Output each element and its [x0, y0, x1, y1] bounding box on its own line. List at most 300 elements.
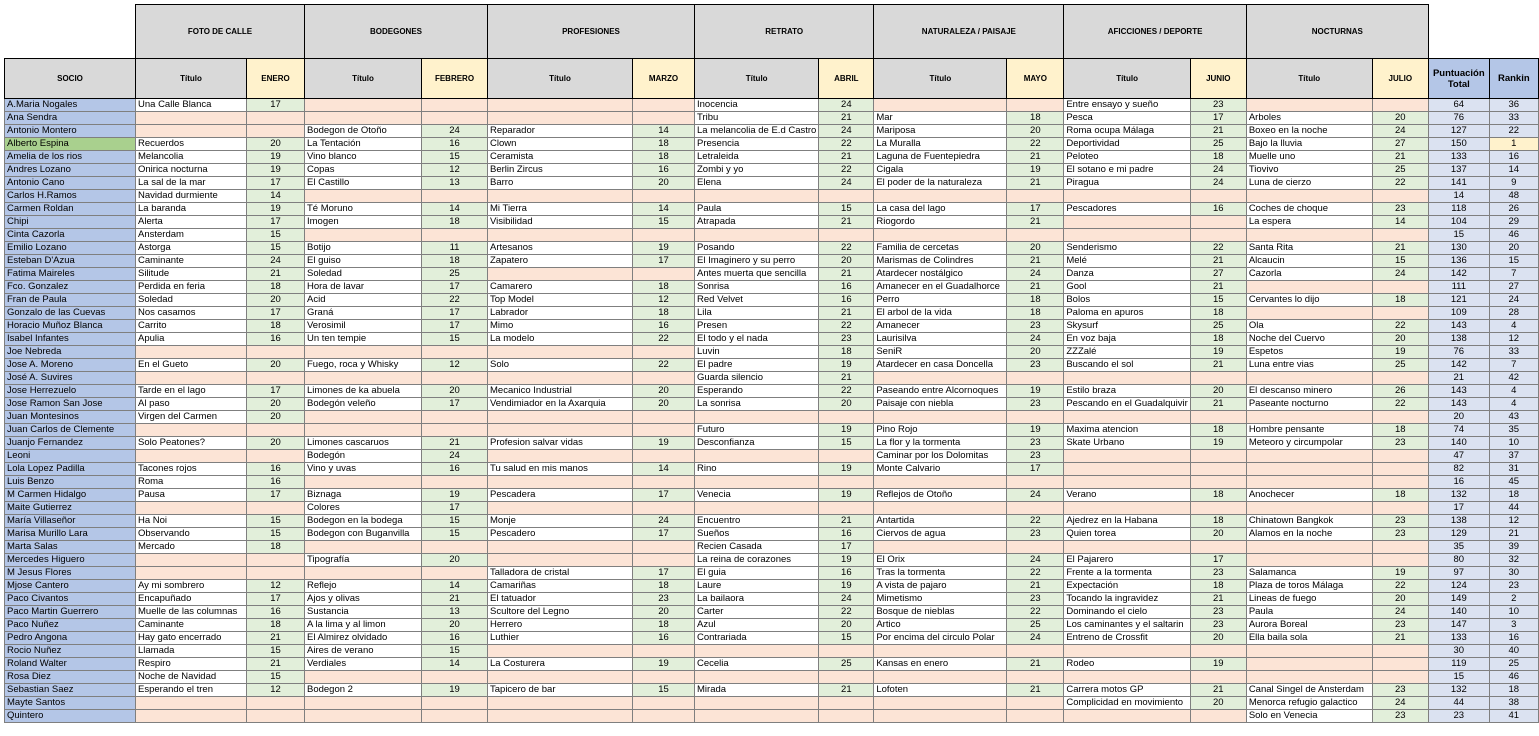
- title-cell[interactable]: Por encima del circulo Polar: [874, 632, 1007, 645]
- score-cell[interactable]: 14: [422, 203, 488, 216]
- score-cell[interactable]: 25: [1190, 138, 1246, 151]
- score-cell[interactable]: 25: [819, 658, 874, 671]
- title-cell[interactable]: Meteoro y circumpolar: [1246, 437, 1372, 450]
- title-cell[interactable]: [1246, 502, 1372, 515]
- score-cell[interactable]: 19: [633, 658, 695, 671]
- score-cell[interactable]: 15: [422, 151, 488, 164]
- title-cell[interactable]: Onirica nocturna: [136, 164, 247, 177]
- title-cell[interactable]: La flor y la tormenta: [874, 437, 1007, 450]
- title-cell[interactable]: [1246, 450, 1372, 463]
- score-cell[interactable]: 24: [633, 515, 695, 528]
- rank-cell[interactable]: 1: [1489, 138, 1538, 151]
- title-cell[interactable]: Mimetismo: [874, 593, 1007, 606]
- title-cell[interactable]: Melancolia: [136, 151, 247, 164]
- rank-cell[interactable]: 18: [1489, 489, 1538, 502]
- total-cell[interactable]: 140: [1428, 437, 1489, 450]
- score-cell[interactable]: 16: [819, 294, 874, 307]
- category-cell[interactable]: BODEGONES: [305, 5, 488, 59]
- title-cell[interactable]: Roma: [136, 476, 247, 489]
- title-cell[interactable]: Tipografía: [305, 554, 422, 567]
- title-cell[interactable]: Bodegón veleño: [305, 398, 422, 411]
- score-cell[interactable]: [422, 229, 488, 242]
- title-cell[interactable]: [1246, 281, 1372, 294]
- socio-cell[interactable]: Joe Nebreda: [5, 346, 136, 359]
- score-cell[interactable]: 17: [422, 307, 488, 320]
- score-cell[interactable]: 20: [1190, 528, 1246, 541]
- score-cell[interactable]: [422, 411, 488, 424]
- socio-cell[interactable]: Paco Martin Guerrero: [5, 606, 136, 619]
- title-cell[interactable]: Limones cascaruos: [305, 437, 422, 450]
- score-cell[interactable]: [422, 671, 488, 684]
- title-cell[interactable]: Hombre pensante: [1246, 424, 1372, 437]
- title-cell[interactable]: Respiro: [136, 658, 247, 671]
- title-cell[interactable]: Aires de verano: [305, 645, 422, 658]
- title-cell[interactable]: Frente a la tormenta: [1064, 567, 1190, 580]
- score-cell[interactable]: [819, 476, 874, 489]
- score-cell[interactable]: 22: [1007, 567, 1064, 580]
- score-cell[interactable]: 25: [1372, 359, 1428, 372]
- title-cell[interactable]: Pescando en el Guadalquivir: [1064, 398, 1190, 411]
- title-cell[interactable]: [1246, 658, 1372, 671]
- score-cell[interactable]: 22: [819, 138, 874, 151]
- score-cell[interactable]: 18: [633, 151, 695, 164]
- title-cell[interactable]: Chinatown Bangkok: [1246, 515, 1372, 528]
- socio-cell[interactable]: Ana Sendra: [5, 112, 136, 125]
- score-cell[interactable]: 20: [247, 411, 305, 424]
- title-cell[interactable]: Té Moruno: [305, 203, 422, 216]
- score-cell[interactable]: 21: [1372, 242, 1428, 255]
- score-cell[interactable]: 19: [1372, 567, 1428, 580]
- score-cell[interactable]: 14: [422, 658, 488, 671]
- title-cell[interactable]: Tacones rojos: [136, 463, 247, 476]
- score-cell[interactable]: [819, 671, 874, 684]
- score-cell[interactable]: 17: [422, 281, 488, 294]
- total-cell[interactable]: 136: [1428, 255, 1489, 268]
- title-cell[interactable]: Vino blanco: [305, 151, 422, 164]
- score-cell[interactable]: 21: [819, 307, 874, 320]
- score-cell[interactable]: 11: [422, 242, 488, 255]
- title-cell[interactable]: Esperando: [695, 385, 819, 398]
- score-cell[interactable]: [247, 125, 305, 138]
- score-cell[interactable]: 15: [247, 528, 305, 541]
- total-header[interactable]: Puntuación Total: [1428, 59, 1489, 99]
- title-cell[interactable]: Pescadores: [1064, 203, 1190, 216]
- score-cell[interactable]: 20: [633, 177, 695, 190]
- month-header[interactable]: MAYO: [1007, 59, 1064, 99]
- rank-cell[interactable]: 7: [1489, 359, 1538, 372]
- title-cell[interactable]: Bodegon en la bodega: [305, 515, 422, 528]
- score-cell[interactable]: 17: [633, 255, 695, 268]
- score-cell[interactable]: 18: [1190, 580, 1246, 593]
- rank-cell[interactable]: 4: [1489, 385, 1538, 398]
- score-cell[interactable]: 24: [422, 125, 488, 138]
- score-cell[interactable]: 15: [1190, 294, 1246, 307]
- score-cell[interactable]: 22: [1007, 515, 1064, 528]
- title-cell[interactable]: Bosque de nieblas: [874, 606, 1007, 619]
- score-cell[interactable]: 20: [1372, 112, 1428, 125]
- total-cell[interactable]: 138: [1428, 333, 1489, 346]
- title-cell[interactable]: Imogen: [305, 216, 422, 229]
- score-cell[interactable]: [633, 112, 695, 125]
- score-cell[interactable]: [247, 372, 305, 385]
- title-cell[interactable]: [488, 697, 633, 710]
- month-header[interactable]: ABRIL: [819, 59, 874, 99]
- title-cell[interactable]: Copas: [305, 164, 422, 177]
- title-cell[interactable]: Pescadera: [488, 489, 633, 502]
- title-cell[interactable]: Llamada: [136, 645, 247, 658]
- title-cell[interactable]: [874, 372, 1007, 385]
- socio-cell[interactable]: Juan Carlos de Clemente: [5, 424, 136, 437]
- score-cell[interactable]: 21: [422, 593, 488, 606]
- socio-cell[interactable]: Isabel Infantes: [5, 333, 136, 346]
- title-cell[interactable]: Ansterdam: [136, 229, 247, 242]
- title-cell[interactable]: Al paso: [136, 398, 247, 411]
- score-cell[interactable]: 21: [1007, 255, 1064, 268]
- title-cell[interactable]: [305, 229, 422, 242]
- total-cell[interactable]: 142: [1428, 268, 1489, 281]
- title-cell[interactable]: Barro: [488, 177, 633, 190]
- title-cell[interactable]: Colores: [305, 502, 422, 515]
- score-cell[interactable]: 18: [1190, 333, 1246, 346]
- score-cell[interactable]: [1372, 411, 1428, 424]
- score-cell[interactable]: 24: [422, 450, 488, 463]
- score-cell[interactable]: [422, 112, 488, 125]
- title-cell[interactable]: Verano: [1064, 489, 1190, 502]
- title-cell[interactable]: Paisaje con niebla: [874, 398, 1007, 411]
- title-cell[interactable]: [1246, 229, 1372, 242]
- title-cell[interactable]: Perro: [874, 294, 1007, 307]
- score-cell[interactable]: 16: [247, 463, 305, 476]
- title-cell[interactable]: [695, 697, 819, 710]
- title-cell[interactable]: [695, 476, 819, 489]
- title-cell[interactable]: [488, 190, 633, 203]
- title-cell[interactable]: El poder de la naturaleza: [874, 177, 1007, 190]
- socio-cell[interactable]: Mjose Cantero: [5, 580, 136, 593]
- score-cell[interactable]: 23: [1372, 515, 1428, 528]
- socio-cell[interactable]: Gonzalo de las Cuevas: [5, 307, 136, 320]
- socio-cell[interactable]: Jose Ramon San Jose: [5, 398, 136, 411]
- score-cell[interactable]: 17: [422, 398, 488, 411]
- score-cell[interactable]: [247, 502, 305, 515]
- score-cell[interactable]: 21: [819, 515, 874, 528]
- title-cell[interactable]: Pesca: [1064, 112, 1190, 125]
- title-cell[interactable]: SeniR: [874, 346, 1007, 359]
- socio-cell[interactable]: Alberto Espina: [5, 138, 136, 151]
- score-cell[interactable]: [633, 346, 695, 359]
- title-cell[interactable]: Apulia: [136, 333, 247, 346]
- score-cell[interactable]: [247, 424, 305, 437]
- score-cell[interactable]: 18: [247, 320, 305, 333]
- score-cell[interactable]: 17: [422, 502, 488, 515]
- score-cell[interactable]: 23: [1372, 684, 1428, 697]
- title-header[interactable]: Título: [136, 59, 247, 99]
- title-cell[interactable]: Lila: [695, 307, 819, 320]
- score-cell[interactable]: 23: [1190, 567, 1246, 580]
- score-cell[interactable]: 15: [247, 671, 305, 684]
- title-cell[interactable]: [488, 112, 633, 125]
- rank-cell[interactable]: 23: [1489, 580, 1538, 593]
- title-cell[interactable]: Mariposa: [874, 125, 1007, 138]
- score-cell[interactable]: 16: [422, 138, 488, 151]
- score-cell[interactable]: 20: [247, 437, 305, 450]
- score-cell[interactable]: [633, 411, 695, 424]
- total-cell[interactable]: 143: [1428, 385, 1489, 398]
- title-cell[interactable]: Zapatero: [488, 255, 633, 268]
- title-cell[interactable]: [488, 229, 633, 242]
- score-cell[interactable]: 24: [1190, 177, 1246, 190]
- title-cell[interactable]: Danza: [1064, 268, 1190, 281]
- title-cell[interactable]: [1246, 554, 1372, 567]
- title-cell[interactable]: Visibilidad: [488, 216, 633, 229]
- score-cell[interactable]: 23: [1372, 710, 1428, 723]
- title-cell[interactable]: [136, 346, 247, 359]
- score-cell[interactable]: 12: [247, 580, 305, 593]
- title-cell[interactable]: [1246, 645, 1372, 658]
- score-cell[interactable]: 24: [819, 593, 874, 606]
- rank-cell[interactable]: 4: [1489, 398, 1538, 411]
- score-cell[interactable]: [819, 411, 874, 424]
- title-cell[interactable]: Recien Casada: [695, 541, 819, 554]
- title-cell[interactable]: Aurora Boreal: [1246, 619, 1372, 632]
- score-cell[interactable]: 20: [247, 398, 305, 411]
- total-cell[interactable]: 118: [1428, 203, 1489, 216]
- score-cell[interactable]: 19: [819, 359, 874, 372]
- title-cell[interactable]: El Castillo: [305, 177, 422, 190]
- rank-cell[interactable]: 14: [1489, 164, 1538, 177]
- score-cell[interactable]: [633, 502, 695, 515]
- score-cell[interactable]: 18: [422, 216, 488, 229]
- title-cell[interactable]: [305, 710, 422, 723]
- title-cell[interactable]: Muelle de las columnas: [136, 606, 247, 619]
- title-cell[interactable]: [1246, 671, 1372, 684]
- title-cell[interactable]: La reina de corazones: [695, 554, 819, 567]
- title-cell[interactable]: [136, 112, 247, 125]
- title-cell[interactable]: Ay mi sombrero: [136, 580, 247, 593]
- score-cell[interactable]: [247, 710, 305, 723]
- title-header[interactable]: Título: [1064, 59, 1190, 99]
- total-cell[interactable]: 16: [1428, 476, 1489, 489]
- rank-cell[interactable]: 40: [1489, 645, 1538, 658]
- socio-cell[interactable]: Juanjo Fernandez: [5, 437, 136, 450]
- title-header[interactable]: Título: [488, 59, 633, 99]
- title-cell[interactable]: [136, 372, 247, 385]
- score-cell[interactable]: 24: [1372, 268, 1428, 281]
- score-cell[interactable]: [633, 268, 695, 281]
- title-cell[interactable]: Bolos: [1064, 294, 1190, 307]
- score-cell[interactable]: 16: [633, 164, 695, 177]
- title-cell[interactable]: Riogordo: [874, 216, 1007, 229]
- title-cell[interactable]: Limones de ka abuela: [305, 385, 422, 398]
- title-cell[interactable]: Tapicero de bar: [488, 684, 633, 697]
- title-cell[interactable]: [874, 645, 1007, 658]
- score-cell[interactable]: [1372, 372, 1428, 385]
- title-cell[interactable]: Pausa: [136, 489, 247, 502]
- score-cell[interactable]: 15: [247, 242, 305, 255]
- title-cell[interactable]: Bajo la lluvia: [1246, 138, 1372, 151]
- score-cell[interactable]: 14: [422, 580, 488, 593]
- score-cell[interactable]: 18: [1372, 294, 1428, 307]
- score-cell[interactable]: 18: [1372, 424, 1428, 437]
- score-cell[interactable]: 24: [1007, 554, 1064, 567]
- score-cell[interactable]: [1190, 463, 1246, 476]
- socio-cell[interactable]: Marisa Murillo Lara: [5, 528, 136, 541]
- title-cell[interactable]: El guiso: [305, 255, 422, 268]
- rank-cell[interactable]: 20: [1489, 242, 1538, 255]
- score-cell[interactable]: [1007, 541, 1064, 554]
- title-cell[interactable]: [488, 502, 633, 515]
- title-cell[interactable]: Atardecer en casa Doncella: [874, 359, 1007, 372]
- socio-cell[interactable]: A.Maria Nogales: [5, 99, 136, 112]
- title-cell[interactable]: Piragua: [1064, 177, 1190, 190]
- score-cell[interactable]: 16: [422, 632, 488, 645]
- title-cell[interactable]: La Costurera: [488, 658, 633, 671]
- title-cell[interactable]: [488, 450, 633, 463]
- score-cell[interactable]: 15: [247, 515, 305, 528]
- title-cell[interactable]: Artico: [874, 619, 1007, 632]
- title-cell[interactable]: Berlin Zircus: [488, 164, 633, 177]
- score-cell[interactable]: [1372, 307, 1428, 320]
- score-cell[interactable]: 22: [819, 242, 874, 255]
- score-cell[interactable]: 24: [1372, 606, 1428, 619]
- total-cell[interactable]: 124: [1428, 580, 1489, 593]
- score-cell[interactable]: 16: [819, 281, 874, 294]
- score-cell[interactable]: [247, 697, 305, 710]
- score-cell[interactable]: [633, 541, 695, 554]
- title-cell[interactable]: [1064, 502, 1190, 515]
- title-cell[interactable]: Futuro: [695, 424, 819, 437]
- score-cell[interactable]: 24: [1007, 268, 1064, 281]
- score-cell[interactable]: 24: [1007, 632, 1064, 645]
- score-cell[interactable]: 17: [1190, 112, 1246, 125]
- title-cell[interactable]: Zombi y yo: [695, 164, 819, 177]
- score-cell[interactable]: 19: [819, 424, 874, 437]
- title-cell[interactable]: [1064, 476, 1190, 489]
- title-cell[interactable]: Biznaga: [305, 489, 422, 502]
- score-cell[interactable]: 20: [1007, 242, 1064, 255]
- score-cell[interactable]: 23: [1007, 450, 1064, 463]
- socio-cell[interactable]: José A. Suvires: [5, 372, 136, 385]
- title-cell[interactable]: Profesion salvar vidas: [488, 437, 633, 450]
- title-cell[interactable]: Mecanico Industrial: [488, 385, 633, 398]
- score-cell[interactable]: 19: [247, 203, 305, 216]
- title-cell[interactable]: [1064, 463, 1190, 476]
- score-cell[interactable]: [422, 710, 488, 723]
- title-cell[interactable]: Alamos en la noche: [1246, 528, 1372, 541]
- total-cell[interactable]: 143: [1428, 320, 1489, 333]
- title-cell[interactable]: [695, 502, 819, 515]
- title-cell[interactable]: Salamanca: [1246, 567, 1372, 580]
- title-cell[interactable]: Talladora de cristal: [488, 567, 633, 580]
- title-cell[interactable]: A la lima y al limon: [305, 619, 422, 632]
- score-cell[interactable]: 23: [1007, 437, 1064, 450]
- score-cell[interactable]: 19: [422, 684, 488, 697]
- socio-cell[interactable]: Rosa Diez: [5, 671, 136, 684]
- rank-cell[interactable]: 46: [1489, 229, 1538, 242]
- score-cell[interactable]: 24: [247, 255, 305, 268]
- score-cell[interactable]: 16: [633, 320, 695, 333]
- title-cell[interactable]: Arboles: [1246, 112, 1372, 125]
- title-cell[interactable]: [1246, 307, 1372, 320]
- score-cell[interactable]: 24: [1007, 489, 1064, 502]
- title-cell[interactable]: Clown: [488, 138, 633, 151]
- score-cell[interactable]: [819, 645, 874, 658]
- score-cell[interactable]: 21: [819, 216, 874, 229]
- socio-cell[interactable]: Fatima Maireles: [5, 268, 136, 281]
- title-cell[interactable]: [874, 697, 1007, 710]
- title-cell[interactable]: [1064, 229, 1190, 242]
- score-cell[interactable]: 23: [1372, 437, 1428, 450]
- title-cell[interactable]: [488, 671, 633, 684]
- title-cell[interactable]: ZZZalé: [1064, 346, 1190, 359]
- title-cell[interactable]: [488, 99, 633, 112]
- title-cell[interactable]: Soledad: [305, 268, 422, 281]
- score-cell[interactable]: 23: [1007, 593, 1064, 606]
- category-cell[interactable]: RETRATO: [695, 5, 874, 59]
- ranking-header[interactable]: Rankin: [1489, 59, 1538, 99]
- score-cell[interactable]: 21: [1190, 125, 1246, 138]
- title-cell[interactable]: Vino y uvas: [305, 463, 422, 476]
- rank-cell[interactable]: 7: [1489, 268, 1538, 281]
- score-cell[interactable]: 19: [633, 242, 695, 255]
- title-cell[interactable]: Esperando el tren: [136, 684, 247, 697]
- score-cell[interactable]: 20: [819, 619, 874, 632]
- title-cell[interactable]: El sotano e mi padre: [1064, 164, 1190, 177]
- title-cell[interactable]: La melancolia de E.d Castro: [695, 125, 819, 138]
- title-cell[interactable]: Solo Peatones?: [136, 437, 247, 450]
- score-cell[interactable]: 20: [819, 255, 874, 268]
- total-cell[interactable]: 147: [1428, 619, 1489, 632]
- title-cell[interactable]: [1064, 411, 1190, 424]
- title-cell[interactable]: Laurisilva: [874, 333, 1007, 346]
- title-cell[interactable]: [136, 424, 247, 437]
- total-cell[interactable]: 74: [1428, 424, 1489, 437]
- title-cell[interactable]: Venecia: [695, 489, 819, 502]
- title-cell[interactable]: Pino Rojo: [874, 424, 1007, 437]
- score-cell[interactable]: 24: [1007, 333, 1064, 346]
- socio-cell[interactable]: Leoni: [5, 450, 136, 463]
- score-cell[interactable]: 17: [247, 307, 305, 320]
- title-cell[interactable]: El Imaginero y su perro: [695, 255, 819, 268]
- rank-cell[interactable]: 36: [1489, 99, 1538, 112]
- socio-cell[interactable]: Antonio Cano: [5, 177, 136, 190]
- rank-cell[interactable]: 42: [1489, 372, 1538, 385]
- title-cell[interactable]: [488, 372, 633, 385]
- title-cell[interactable]: Una Calle Blanca: [136, 99, 247, 112]
- score-cell[interactable]: 24: [819, 99, 874, 112]
- score-cell[interactable]: 19: [1190, 346, 1246, 359]
- score-cell[interactable]: 20: [633, 606, 695, 619]
- score-cell[interactable]: 20: [422, 619, 488, 632]
- title-cell[interactable]: Luna entre vias: [1246, 359, 1372, 372]
- score-cell[interactable]: 21: [247, 632, 305, 645]
- score-cell[interactable]: [1372, 502, 1428, 515]
- title-cell[interactable]: Graná: [305, 307, 422, 320]
- score-cell[interactable]: [1007, 229, 1064, 242]
- score-cell[interactable]: 18: [633, 138, 695, 151]
- total-cell[interactable]: 23: [1428, 710, 1489, 723]
- title-cell[interactable]: Botijo: [305, 242, 422, 255]
- score-cell[interactable]: 21: [819, 151, 874, 164]
- score-cell[interactable]: 15: [1372, 255, 1428, 268]
- score-cell[interactable]: 18: [1190, 489, 1246, 502]
- title-cell[interactable]: [1246, 99, 1372, 112]
- score-cell[interactable]: [422, 190, 488, 203]
- score-cell[interactable]: 21: [819, 268, 874, 281]
- score-cell[interactable]: 16: [633, 632, 695, 645]
- score-cell[interactable]: 24: [819, 125, 874, 138]
- score-cell[interactable]: 22: [1007, 606, 1064, 619]
- score-cell[interactable]: 21: [247, 658, 305, 671]
